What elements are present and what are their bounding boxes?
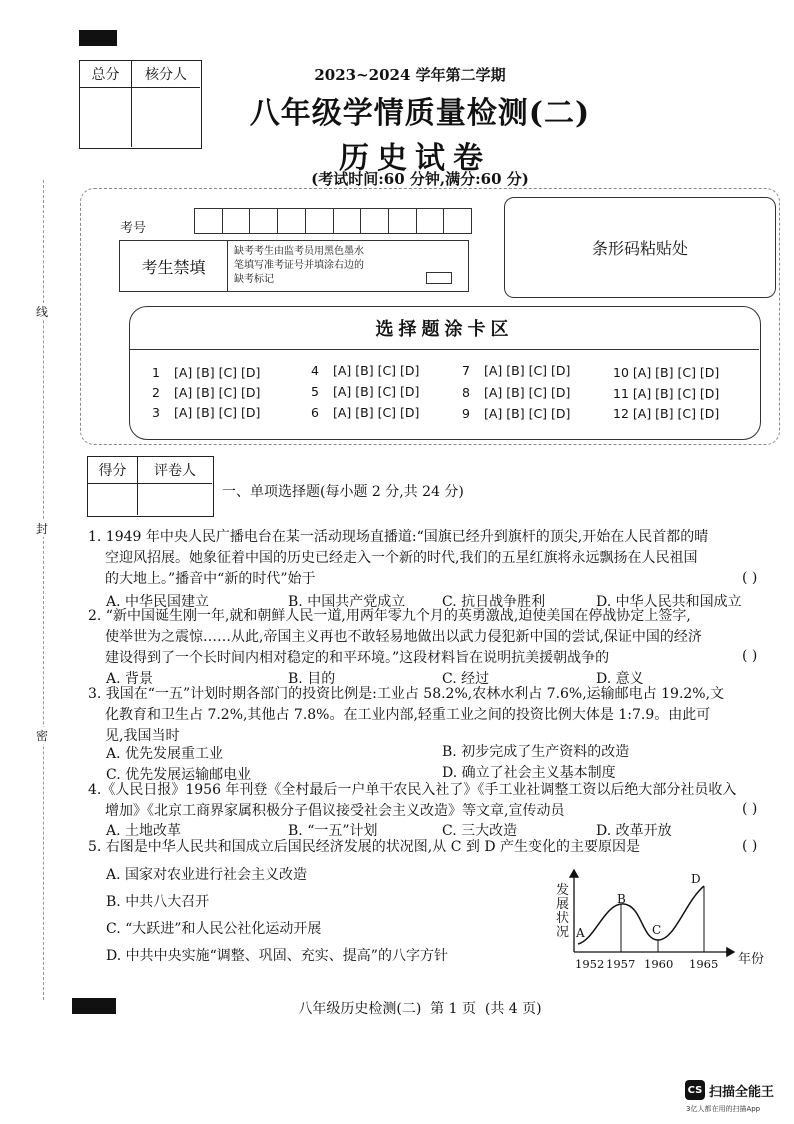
barcode-label: 条形码粘贴处	[591, 239, 688, 258]
side-label: 线	[36, 305, 49, 319]
scanner-brand: 扫描全能王	[709, 1085, 775, 1100]
bubble-row-10[interactable]: 10 [A] [B] [C] [D]	[613, 365, 720, 380]
option-4a: A. 土地改革	[106, 823, 182, 839]
question-3: 3. 我国在“一五”计划时期各部门的投资比例是:工业占 58.2%,农林水利占 7.6%,运输邮电占 19.2%,文 化教育和卫生占 7.2%,其他占 7.8%。在工业内部,轻重工业之间的投资比例大体是 1:7.9。由此可 见,我国当时	[88, 686, 725, 744]
exam-title: 八年级学情质量检测(二)	[249, 96, 591, 131]
bubble-row-8[interactable]: 8 [A] [B] [C] [D]	[462, 385, 571, 400]
option-3a: A. 优先发展重工业	[106, 746, 224, 762]
option-3c: C. 优先发展运输邮电业	[106, 767, 252, 783]
question-4: 4.《人民日报》1956 年刊登《全村最后一户单干农民入社了》《手工业社调整工资以后绝大部分社员收入 增加》《北京工商界家属积极分子倡议接受社会主义改造》等文章,宣传动员	[88, 782, 737, 819]
grader-score-cell[interactable]	[88, 484, 138, 515]
barcode-area	[504, 197, 776, 298]
point-label-b: B	[617, 892, 626, 906]
bubble-row-3[interactable]: 3 [A] [B] [C] [D]	[152, 405, 261, 420]
forbidden-box	[119, 240, 469, 292]
bubble-row-6[interactable]: 6 [A] [B] [C] [D]	[311, 405, 420, 420]
forbidden-label: 考生禁填	[120, 241, 228, 291]
forbidden-note: 缺考考生由监考员用黑色墨水 笔填写准考证号并填涂右边的 缺考标记	[234, 246, 364, 285]
bubble-row-1[interactable]: 1 [A] [B] [C] [D]	[152, 365, 261, 380]
subject-title: 历史试卷	[339, 141, 491, 176]
side-label: 封	[36, 522, 49, 536]
page-footer: 八年级历史检测(二) 第 1 页 (共 4 页)	[298, 1001, 542, 1017]
scanner-subtitle: 3亿人都在用的扫描App	[686, 1105, 761, 1113]
question-2: 2. “新中国诞生刚一年,就和朝鲜人民一道,用两年零九个月的英勇激战,迫使美国在停战协定上签字, 使举世为之震惊……从此,帝国主义再也不敢轻易地做出以武力侵犯新中国的尝试,保证中国的经济 建设得到了一个长时间内相对稳定的和平环境。”这段材料旨在说明抗美援朝战争的	[88, 608, 702, 666]
option-5d: D. 中共中央实施“调整、巩固、充实、提高”的八字方针	[106, 948, 448, 964]
bubble-row-4[interactable]: 4 [A] [B] [C] [D]	[311, 363, 420, 378]
absence-mark-box[interactable]	[426, 272, 452, 284]
year-1957: 1957	[606, 957, 636, 971]
answer-card-title: 选择题涂卡区	[375, 319, 514, 340]
bubble-row-2[interactable]: 2 [A] [B] [C] [D]	[152, 385, 261, 400]
point-label-c: C	[652, 923, 662, 937]
option-2b: B. 目的	[288, 671, 336, 687]
option-2d: D. 意义	[596, 671, 644, 687]
point-label-d: D	[691, 872, 701, 886]
exam-number-boxes[interactable]	[194, 208, 472, 234]
option-1d: D. 中华人民共和国成立	[596, 594, 742, 610]
grader-label: 评卷人	[138, 457, 212, 484]
side-label: 密	[36, 729, 49, 743]
answer-paren-1[interactable]: ( )	[742, 570, 758, 586]
answer-paren-5[interactable]: ( )	[742, 838, 758, 854]
bubble-row-12[interactable]: 12 [A] [B] [C] [D]	[613, 406, 720, 421]
scanner-logo-icon: CS	[685, 1080, 705, 1100]
answer-paren-2[interactable]: ( )	[742, 648, 758, 664]
development-curve	[578, 886, 704, 944]
option-2a: A. 背景	[106, 671, 154, 687]
option-4b: B. “一五”计划	[288, 823, 378, 839]
answer-paren-4[interactable]: ( )	[742, 801, 758, 817]
year-1960: 1960	[644, 957, 674, 971]
checker-label: 核分人	[132, 61, 200, 88]
answer-card-divider	[130, 349, 759, 350]
option-1c: C. 抗日战争胜利	[442, 594, 546, 610]
question-1: 1. 1949 年中央人民广播电台在某一活动现场直播道:“国旗已经升到旗杆的顶尖,开始在人民首都的晴 空迎风招展。她象征着中国的历史已经走入一个新的时代,我们的五星红旗将永远飘扬在人民祖国 的大地上。”播音中“新的时代”始于	[88, 529, 709, 587]
option-2c: C. 经过	[442, 671, 490, 687]
option-3d: D. 确立了社会主义基本制度	[442, 765, 616, 781]
grader-score-label: 得分	[88, 457, 138, 484]
section-title: 一、单项选择题(每小题 2 分,共 24 分)	[222, 484, 464, 500]
option-1b: B. 中国共产党成立	[288, 594, 406, 610]
bubble-row-7[interactable]: 7 [A] [B] [C] [D]	[462, 363, 571, 378]
term-label: 2023~2024 学年第二学期	[314, 66, 506, 84]
option-4c: C. 三大改造	[442, 823, 518, 839]
option-5a: A. 国家对农业进行社会主义改造	[106, 867, 308, 883]
year-1952: 1952	[575, 957, 605, 971]
option-5b: B. 中共八大召开	[106, 894, 210, 910]
bubble-row-5[interactable]: 5 [A] [B] [C] [D]	[311, 384, 420, 399]
graph-ylabel: 发 展 状 况	[556, 883, 570, 940]
exam-number-label: 考号	[120, 221, 147, 236]
question-5: 5. 右图是中华人民共和国成立后国民经济发展的状况图,从 C 到 D 产生变化的主要原因是	[88, 839, 640, 855]
option-4d: D. 改革开放	[596, 823, 672, 839]
year-1965: 1965	[689, 957, 719, 971]
bubble-row-9[interactable]: 9 [A] [B] [C] [D]	[462, 406, 571, 421]
total-score-cell[interactable]	[80, 88, 132, 147]
bubble-row-11[interactable]: 11 [A] [B] [C] [D]	[613, 386, 720, 401]
grader-box	[87, 456, 214, 517]
point-label-a: A	[576, 926, 585, 940]
corner-mark	[72, 998, 116, 1014]
option-5c: C. “大跃进”和人民公社化运动开展	[106, 921, 322, 937]
total-score-label: 总分	[80, 61, 132, 88]
option-3b: B. 初步完成了生产资料的改造	[442, 744, 630, 760]
corner-mark	[79, 30, 117, 46]
graph-xlabel: 年份	[738, 952, 765, 967]
option-1a: A. 中华民国建立	[106, 594, 210, 610]
exam-info: (考试时间:60 分钟,满分:60 分)	[311, 170, 529, 188]
